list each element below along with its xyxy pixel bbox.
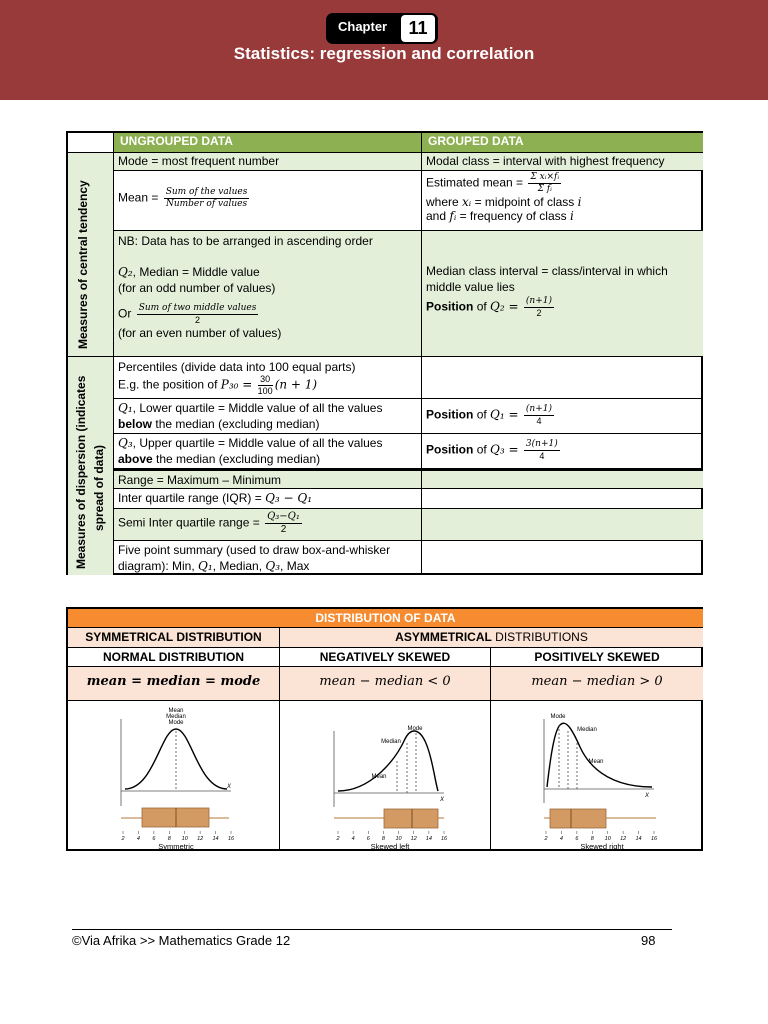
where-line bbox=[426, 195, 699, 209]
and-fi: fᵢ bbox=[449, 209, 457, 223]
tick-label: 8 bbox=[167, 836, 171, 842]
percentiles-text: Percentiles (divide data into 100 equal parts) bbox=[118, 360, 356, 374]
position-q3-fraction bbox=[524, 440, 560, 461]
symmetric-caption: Symmetric bbox=[157, 842, 194, 851]
tick-label: 12 bbox=[410, 836, 417, 842]
even-note: (for an even number of values) bbox=[118, 326, 282, 340]
where-i: i bbox=[577, 195, 582, 209]
range-cell: Range = Maximum – Minimum bbox=[114, 469, 422, 489]
positive-equation: mean − median > 0 bbox=[491, 667, 703, 701]
five-point-line-1: Five point summary (used to draw box-and-whisker bbox=[118, 543, 391, 557]
position-q1-denominator: 4 bbox=[536, 416, 542, 426]
where-rest: = midpoint of class bbox=[474, 195, 575, 209]
mean-label: Mean = bbox=[118, 190, 159, 205]
mode-cell: Mode = most frequent number bbox=[114, 153, 422, 171]
position-q2-denominator: 2 bbox=[536, 308, 542, 318]
five-point-min: diagram): Min, bbox=[118, 559, 195, 573]
p30-fraction bbox=[258, 375, 273, 396]
positive-header: POSITIVELY SKEWED bbox=[491, 648, 703, 667]
q1-line bbox=[118, 400, 417, 416]
tick-labels bbox=[120, 831, 235, 842]
position-q2 bbox=[426, 297, 699, 318]
distribution-title: DISTRIBUTION OF DATA bbox=[68, 609, 703, 628]
five-point-median: , Median, bbox=[212, 559, 263, 573]
semi-iqr-grouped-cell bbox=[422, 509, 703, 541]
x-axis-label: X bbox=[226, 784, 231, 790]
mean-denominator: Number of values bbox=[165, 199, 248, 209]
chapter-title: Statistics: regression and correlation bbox=[233, 44, 535, 63]
mode-label: Mode bbox=[167, 720, 184, 726]
tick-label: 16 bbox=[650, 836, 658, 842]
tick-label: 12 bbox=[196, 836, 203, 842]
five-point-q3: Q₃ bbox=[265, 559, 281, 573]
iqr-grouped-cell bbox=[422, 489, 703, 509]
above-rest: the median (excluding median) bbox=[156, 452, 321, 466]
x-axis-label: X bbox=[440, 797, 445, 803]
semi-iqr-fraction bbox=[265, 512, 302, 535]
percentiles-grouped-cell bbox=[422, 357, 703, 399]
p30-numerator: 30 bbox=[258, 375, 273, 386]
mean-cell bbox=[114, 171, 422, 231]
modal-class-cell: Modal class = interval with highest frequency bbox=[422, 153, 703, 171]
skewed-right-distribution-graph bbox=[492, 701, 702, 851]
median-text: , Median = Middle value bbox=[132, 265, 260, 279]
estimated-mean-denominator: Σ fᵢ bbox=[537, 184, 552, 194]
mean-label: Mean bbox=[371, 774, 387, 780]
and-label: and bbox=[426, 209, 447, 223]
dispersion-label-a: Measures of dispersion (indicates bbox=[74, 375, 88, 569]
median-denominator: 2 bbox=[195, 315, 201, 325]
page-number: 98 bbox=[641, 933, 656, 948]
tick-label: 16 bbox=[440, 836, 448, 842]
median-class-text: Median class interval = class/interval in which middle value lies bbox=[426, 264, 668, 294]
mode-label: Mode bbox=[550, 714, 566, 720]
statistics-summary-table bbox=[66, 131, 703, 575]
position-word: Position bbox=[426, 407, 474, 422]
tick-label: 2 bbox=[120, 836, 125, 842]
estimated-mean-line bbox=[426, 173, 699, 194]
and-i: i bbox=[569, 209, 574, 223]
symmetric-distribution-graph bbox=[69, 701, 279, 851]
tick-label: 2 bbox=[336, 836, 340, 842]
q2-symbol: Q₂ bbox=[118, 265, 133, 279]
box-plot-box bbox=[384, 809, 438, 828]
above-word: above bbox=[118, 452, 153, 466]
five-point-line-2 bbox=[118, 558, 417, 574]
asymmetrical-bold: ASYMMETRICAL bbox=[395, 630, 492, 644]
tick-labels bbox=[335, 831, 448, 842]
range-grouped-cell bbox=[422, 469, 703, 489]
of-word: of bbox=[476, 442, 487, 457]
percentile-example bbox=[118, 375, 417, 396]
normal-equation: mean = median = mode bbox=[68, 667, 280, 701]
median-fraction bbox=[137, 304, 259, 325]
q3-line bbox=[118, 435, 417, 451]
symmetric-graph-cell bbox=[68, 701, 280, 851]
position-q2-fraction bbox=[524, 297, 554, 318]
and-line bbox=[426, 209, 699, 223]
mean-numerator: Sum of the values bbox=[165, 187, 248, 197]
where-xi: xᵢ bbox=[462, 195, 472, 209]
odd-note: (for an odd number of values) bbox=[118, 281, 276, 295]
negative-header: NEGATIVELY SKEWED bbox=[280, 648, 491, 667]
grouped-header: GROUPED DATA bbox=[422, 133, 703, 153]
dispersion-label-cell bbox=[68, 357, 114, 575]
and-rest: = frequency of class bbox=[459, 209, 567, 223]
below-word: below bbox=[118, 417, 153, 431]
p30-symbol: P₃₀ = bbox=[220, 377, 253, 392]
semi-iqr-numerator: Q₃−Q₁ bbox=[267, 511, 300, 522]
tick-label: 12 bbox=[620, 836, 627, 842]
q1-line-2 bbox=[118, 416, 417, 432]
box-plot-box bbox=[550, 809, 606, 828]
median-even-formula bbox=[118, 304, 417, 325]
five-point-grouped-cell bbox=[422, 541, 703, 575]
or-label: Or bbox=[118, 306, 132, 321]
central-tendency-label-cell bbox=[68, 153, 114, 357]
normal-header: NORMAL DISTRIBUTION bbox=[68, 648, 280, 667]
tick-label: 14 bbox=[212, 836, 219, 842]
position-q2-symbol: Q₂ = bbox=[490, 299, 519, 314]
iqr-label: Inter quartile range (IQR) = bbox=[118, 491, 262, 505]
chapter-number: 11 bbox=[401, 15, 435, 42]
tick-label: 6 bbox=[151, 836, 155, 842]
median-class-cell bbox=[422, 231, 703, 357]
p30-denominator: 100 bbox=[257, 386, 273, 396]
right-skew-curve bbox=[547, 723, 652, 787]
central-tendency-label: Measures of central tendency bbox=[76, 180, 90, 349]
estimated-mean-cell bbox=[422, 171, 703, 231]
estimated-mean-label: Estimated mean = bbox=[426, 175, 524, 190]
tick-label: 4 bbox=[351, 836, 355, 842]
percentiles-cell bbox=[114, 357, 422, 399]
q1-text: , Lower quartile = Middle value of all the values bbox=[132, 401, 383, 415]
negative-equation: mean − median < 0 bbox=[280, 667, 491, 701]
iqr-cell bbox=[114, 489, 422, 509]
q3-symbol: Q₃ bbox=[118, 436, 133, 450]
position-q1-cell bbox=[422, 399, 703, 434]
of-word: of bbox=[476, 299, 487, 314]
tick-label: 14 bbox=[425, 836, 432, 842]
position-q3-symbol: Q₃ = bbox=[490, 442, 519, 457]
mean-label: Mean bbox=[588, 759, 604, 765]
p30-tail: (n + 1) bbox=[274, 377, 318, 392]
estimated-mean-numerator: Σ xᵢ×fᵢ bbox=[530, 172, 560, 182]
median-numerator: Sum of two middle values bbox=[138, 303, 257, 313]
q3-line-2 bbox=[118, 451, 417, 467]
position-q1-fraction bbox=[524, 405, 554, 426]
skewed-left-graph-cell bbox=[280, 701, 491, 851]
median-label: Median bbox=[577, 727, 597, 733]
eg-label: E.g. the position of bbox=[118, 377, 218, 392]
tick-label: 6 bbox=[366, 836, 370, 842]
tick-label: 10 bbox=[604, 836, 611, 842]
tick-label: 10 bbox=[181, 836, 188, 842]
position-q3-numerator: 3(n+1) bbox=[525, 439, 558, 449]
median-label: Median bbox=[165, 714, 186, 720]
five-point-cell bbox=[114, 541, 422, 575]
tick-label: 14 bbox=[635, 836, 642, 842]
position-q1-symbol: Q₁ = bbox=[490, 407, 519, 422]
chapter-header bbox=[0, 0, 768, 100]
skewed-right-graph-cell bbox=[491, 701, 703, 851]
tick-label: 8 bbox=[381, 836, 385, 842]
five-point-max: , Max bbox=[280, 559, 310, 573]
position-q2-numerator: (n+1) bbox=[525, 296, 553, 306]
asymmetrical-rest: DISTRIBUTIONS bbox=[491, 630, 588, 644]
semi-iqr-denominator: 2 bbox=[280, 524, 287, 535]
tick-label: 10 bbox=[395, 836, 402, 842]
position-word: Position bbox=[426, 299, 474, 314]
where-label: where bbox=[426, 195, 459, 209]
x-axis-label: X bbox=[645, 793, 650, 799]
q3-cell bbox=[114, 434, 422, 469]
position-q3-denominator: 4 bbox=[539, 451, 545, 461]
below-rest: the median (excluding median) bbox=[155, 417, 320, 431]
of-word: of bbox=[476, 407, 487, 422]
tick-label: 16 bbox=[227, 836, 234, 842]
q1-cell bbox=[114, 399, 422, 434]
position-q1-numerator: (n+1) bbox=[525, 404, 553, 414]
q1-symbol: Q₁ bbox=[118, 401, 133, 415]
footer-copyright: ©Via Afrika >> Mathematics Grade 12 bbox=[72, 933, 291, 948]
skewed-right-caption: Skewed right bbox=[580, 842, 624, 851]
median-label: Median bbox=[381, 739, 401, 745]
semi-iqr-label: Semi Inter quartile range = bbox=[118, 515, 260, 530]
mode-label: Mode bbox=[407, 726, 423, 732]
tick-label: 8 bbox=[590, 836, 594, 842]
position-word: Position bbox=[426, 442, 474, 457]
chapter-label: Chapter bbox=[338, 19, 388, 34]
footer-divider bbox=[72, 929, 672, 930]
corner-cell bbox=[68, 133, 114, 153]
semi-iqr-cell bbox=[114, 509, 422, 541]
tick-label: 4 bbox=[559, 836, 563, 842]
estimated-mean-fraction bbox=[528, 173, 561, 194]
ungrouped-header: UNGROUPED DATA bbox=[114, 133, 422, 153]
skewed-left-distribution-graph bbox=[280, 701, 490, 851]
q3-text: , Upper quartile = Middle value of all the values bbox=[132, 436, 383, 450]
distribution-table bbox=[66, 607, 703, 851]
iqr-formula: Q₃ − Q₁ bbox=[265, 491, 313, 505]
median-cell bbox=[114, 231, 422, 357]
symmetrical-header: SYMMETRICAL DISTRIBUTION bbox=[68, 628, 280, 648]
position-q3-cell bbox=[422, 434, 703, 469]
median-line bbox=[118, 264, 417, 280]
tick-label: 6 bbox=[575, 836, 579, 842]
tick-label: 4 bbox=[136, 836, 140, 842]
mean-label: Mean bbox=[167, 708, 184, 714]
five-point-q1: Q₁ bbox=[198, 559, 213, 573]
skewed-left-caption: Skewed left bbox=[370, 842, 410, 851]
tick-label: 2 bbox=[544, 836, 548, 842]
mean-fraction bbox=[164, 188, 250, 209]
tick-labels bbox=[543, 831, 658, 842]
dispersion-label-b: spread of data) bbox=[92, 444, 106, 531]
asymmetrical-header bbox=[280, 628, 703, 648]
nb-note: NB: Data has to be arranged in ascending order bbox=[118, 234, 373, 248]
